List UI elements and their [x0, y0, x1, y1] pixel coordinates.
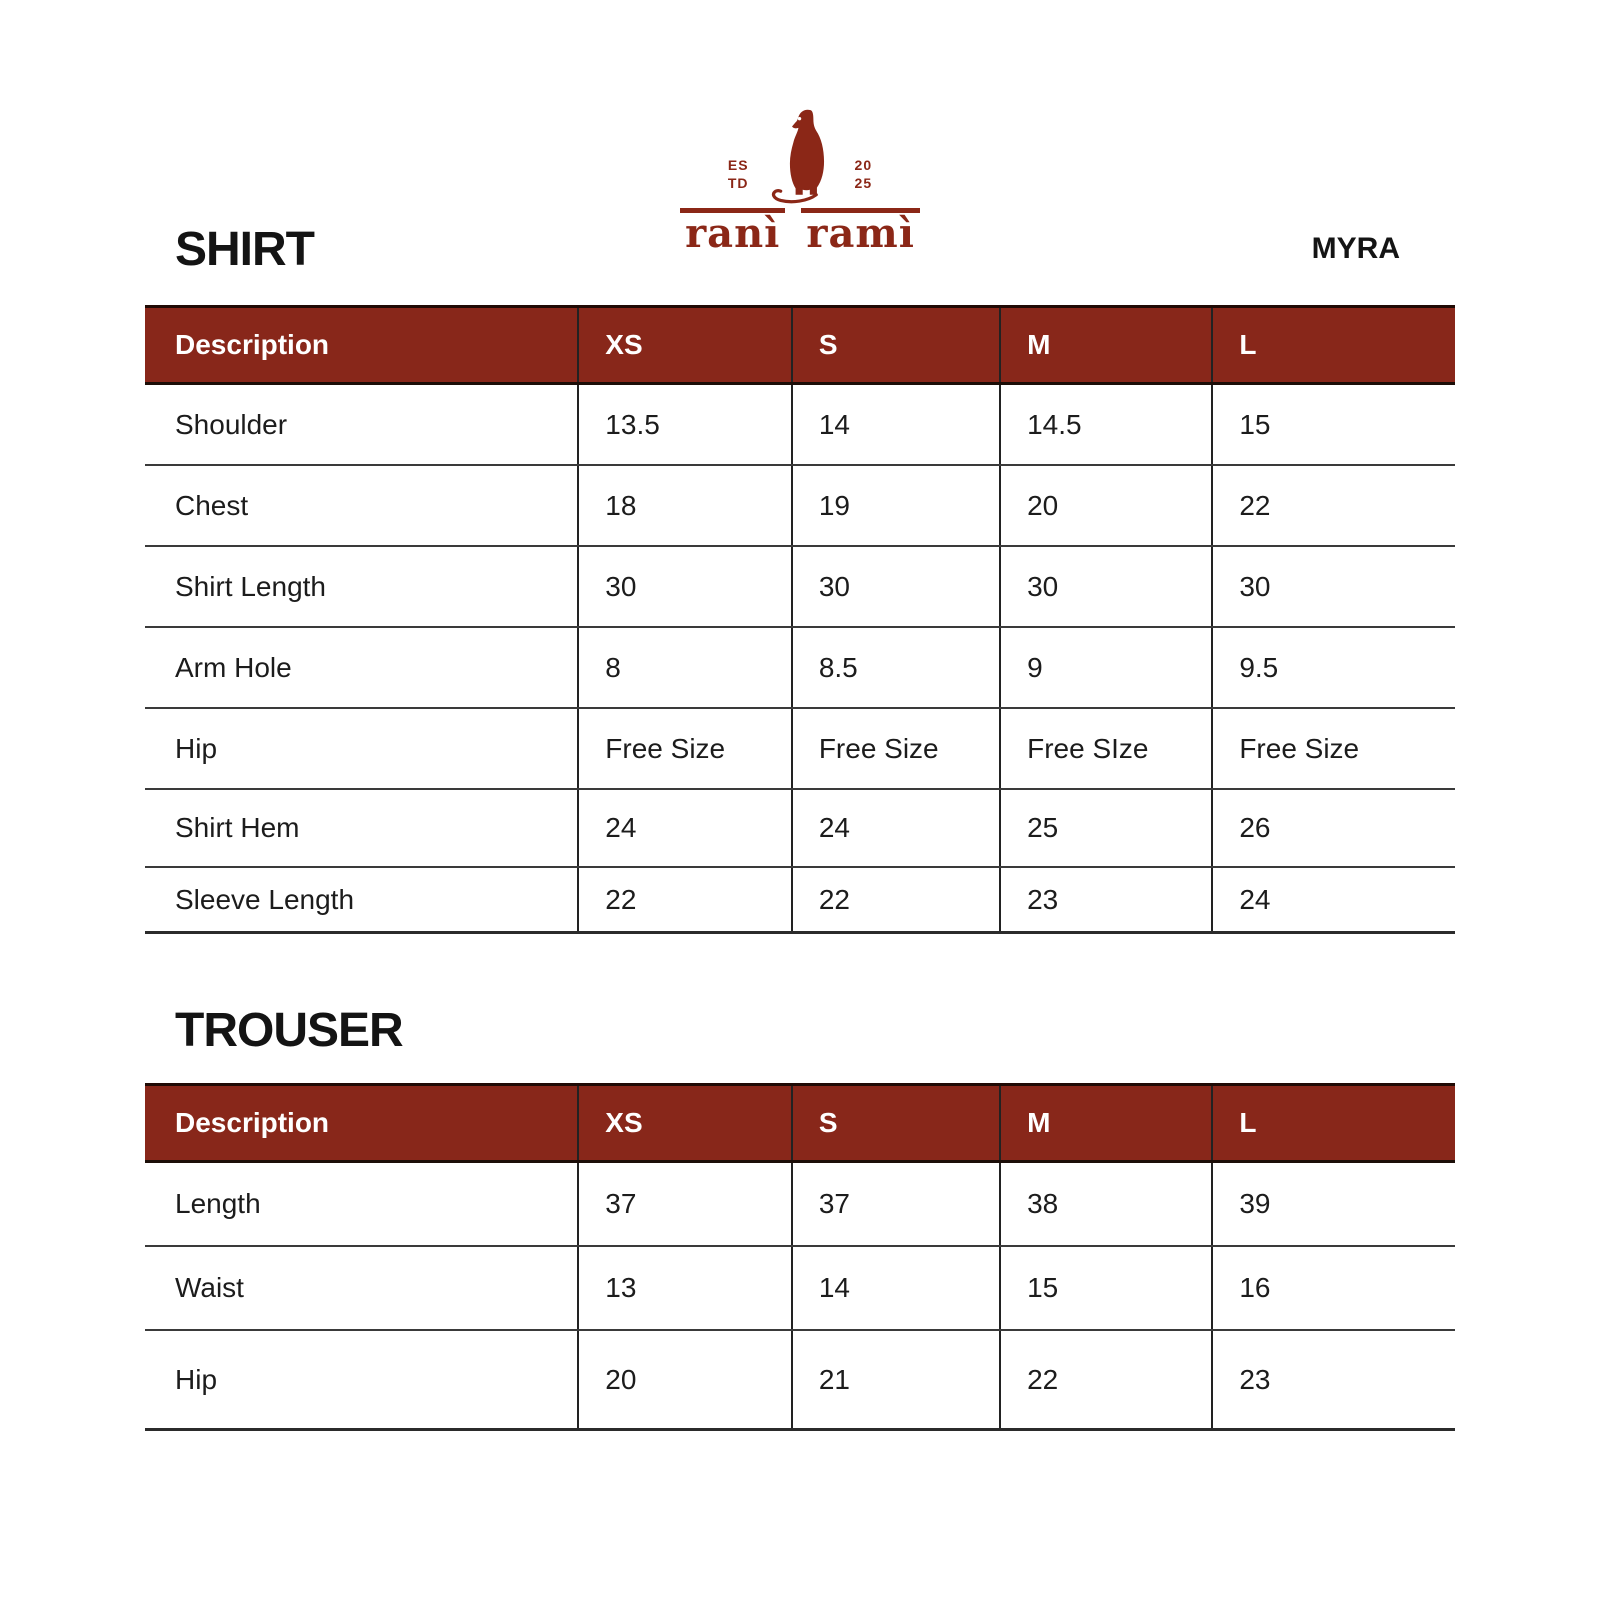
cell-value: 37: [577, 1163, 791, 1245]
trouser-size-table: [145, 1083, 1455, 1431]
table-row: [145, 868, 1455, 934]
row-label: Hip: [175, 732, 218, 764]
cell-value: 15: [999, 1247, 1211, 1329]
cell-value: 18: [577, 466, 791, 545]
column-header-description: Description: [175, 1107, 330, 1138]
cell-value: 37: [791, 1163, 999, 1245]
column-header-l: L: [1211, 308, 1455, 382]
row-label: Shirt Length: [175, 570, 326, 602]
row-label: Chest: [175, 489, 249, 521]
cell-value: 8: [577, 628, 791, 707]
shirt-section-title: SHIRT: [175, 223, 314, 276]
cell-value: 30: [999, 547, 1211, 626]
cell-value: 26: [1211, 790, 1455, 866]
cell-value: 39: [1211, 1163, 1455, 1245]
cell-value: 22: [1211, 466, 1455, 545]
column-header-xs: XS: [577, 308, 791, 382]
cell-value: 24: [577, 790, 791, 866]
table-row: [145, 1163, 1455, 1247]
logo-year-text: [855, 156, 873, 192]
table-row: [145, 790, 1455, 868]
shirt-size-table: [145, 305, 1455, 934]
cell-value: 38: [999, 1163, 1211, 1245]
logo-estd-line1: ES: [727, 156, 749, 173]
cell-value: 22: [999, 1331, 1211, 1428]
cell-value: 20: [577, 1331, 791, 1428]
cell-value: 22: [577, 868, 791, 931]
table-row: [145, 547, 1455, 628]
logo-year-line2: 25: [854, 175, 873, 191]
cell-value: Free Size: [791, 709, 999, 788]
cell-value: 20: [999, 466, 1211, 545]
row-label: Shirt Hem: [175, 812, 300, 843]
cell-value: 30: [1211, 547, 1455, 626]
trouser-section-title: TROUSER: [175, 1004, 403, 1057]
tiger-icon: [759, 108, 845, 204]
logo-estd-text: [728, 156, 749, 192]
cell-value: 14: [791, 1247, 999, 1329]
wordmark-word-2: ramì: [801, 208, 920, 254]
trouser-table-header: [145, 1083, 1455, 1163]
table-row: [145, 1331, 1455, 1431]
row-label: Sleeve Length: [175, 883, 355, 915]
cell-value: Free Size: [577, 709, 791, 788]
column-header-m: M: [999, 1086, 1211, 1160]
cell-value: 30: [577, 547, 791, 626]
table-row: [145, 1247, 1455, 1331]
column-header-s: S: [791, 1086, 999, 1160]
cell-value: 19: [791, 466, 999, 545]
row-label: Length: [175, 1188, 261, 1219]
row-label: Shoulder: [175, 408, 288, 440]
cell-value: 15: [1211, 385, 1455, 464]
collection-name: MYRA: [1311, 232, 1400, 265]
cell-value: 23: [999, 868, 1211, 931]
table-row: [145, 709, 1455, 790]
table-row: [145, 628, 1455, 709]
cell-value: 9: [999, 628, 1211, 707]
cell-value: 21: [791, 1331, 999, 1428]
row-label: Arm Hole: [175, 651, 292, 683]
column-header-s: S: [791, 308, 999, 382]
cell-value: 25: [999, 790, 1211, 866]
cell-value: Free SIze: [999, 709, 1211, 788]
cell-value: 24: [791, 790, 999, 866]
cell-value: 16: [1211, 1247, 1455, 1329]
cell-value: 9.5: [1211, 628, 1455, 707]
wordmark-word-1: ranì: [680, 208, 785, 254]
row-label: Hip: [175, 1363, 218, 1395]
shirt-table-header: [145, 305, 1455, 385]
logo-estd-line2: TD: [727, 175, 749, 191]
logo-top-row: [0, 108, 1600, 204]
table-row: [145, 466, 1455, 547]
brand-band: [0, 0, 1600, 305]
cell-value: 24: [1211, 868, 1455, 931]
cell-value: 23: [1211, 1331, 1455, 1428]
column-header-description: Description: [175, 329, 330, 360]
column-header-m: M: [999, 308, 1211, 382]
cell-value: 13.5: [577, 385, 791, 464]
row-label: Waist: [175, 1272, 244, 1303]
cell-value: 14.5: [999, 385, 1211, 464]
table-row: [145, 385, 1455, 466]
logo-year-line1: 20: [854, 156, 873, 173]
cell-value: 13: [577, 1247, 791, 1329]
column-header-xs: XS: [577, 1086, 791, 1160]
cell-value: 22: [791, 868, 999, 931]
cell-value: Free Size: [1211, 709, 1455, 788]
cell-value: 30: [791, 547, 999, 626]
cell-value: 8.5: [791, 628, 999, 707]
column-header-l: L: [1211, 1086, 1455, 1160]
cell-value: 14: [791, 385, 999, 464]
